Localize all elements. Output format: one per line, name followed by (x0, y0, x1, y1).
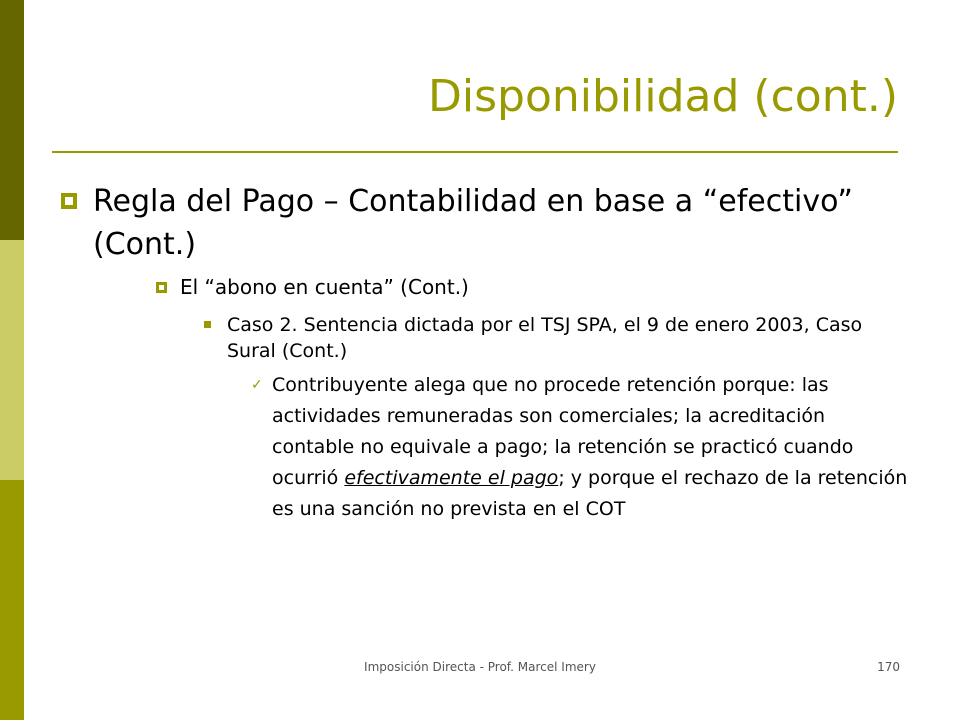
bullet-level-3: Caso 2. Sentencia dictada por el TSJ SPA, el 9 de enero 2003, Caso Sural (Cont.) (227, 314, 863, 362)
slide-title: Disponibilidad (cont.) (428, 71, 898, 122)
bullet-level-4-text-end: ; y porque el rechazo de la retención es una sanción no prevista en el COT (272, 467, 908, 520)
hollow-square-bullet-icon (156, 282, 167, 293)
underlined-emphasis: efectivamente el pago (344, 467, 559, 489)
bullet-level-4 (272, 370, 912, 525)
solid-square-bullet-icon (204, 321, 211, 328)
footer-text: Imposición Directa - Prof. Marcel Imery (364, 660, 596, 674)
bullet-level-1: Regla del Pago – Contabilidad en base a “efectivo” (Cont.) (93, 184, 853, 262)
sidebar-segment-olive (0, 480, 24, 720)
hollow-square-bullet-icon (61, 193, 77, 209)
page-number: 170 (877, 660, 900, 674)
bullet-level-4-text-start: Contribuyente alega que no procede retención porque: las actividades remuneradas son comerciales; la acreditación contable no equivale a pago; la retención se practicó cuando ocurrió (272, 374, 854, 489)
sidebar-segment-dark (0, 0, 24, 240)
title-divider (52, 151, 898, 153)
bullet-level-2: El “abono en cuenta” (Cont.) (180, 275, 469, 299)
checkmark-bullet-icon: ✓ (251, 377, 263, 393)
sidebar-segment-light (0, 240, 24, 480)
sidebar-decoration (0, 0, 24, 720)
